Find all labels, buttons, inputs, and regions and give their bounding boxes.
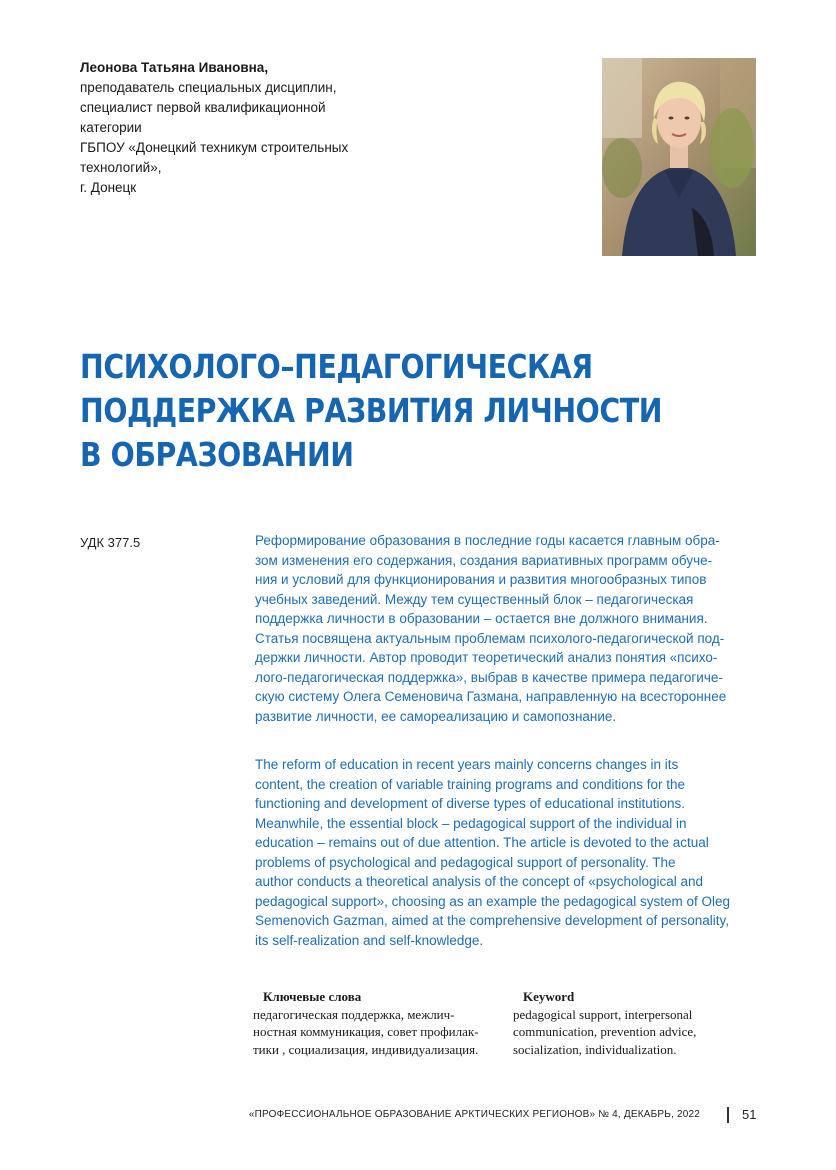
author-photo	[602, 58, 756, 256]
author-line: ГБПОУ «Донецкий техникум строительных	[80, 140, 349, 155]
author-line: технологий»,	[80, 160, 162, 175]
keywords-line: communication, prevention advice,	[513, 1024, 697, 1039]
keywords-en	[513, 988, 758, 1058]
abstract-line: The reform of education in recent years mainly concerns changes in its	[255, 757, 679, 772]
author-line: г. Донецк	[80, 180, 137, 195]
title-line: ПСИХОЛОГО–ПЕДАГОГИЧЕСКАЯ	[80, 347, 593, 386]
keywords-heading: Keyword	[523, 989, 575, 1004]
keywords-line: педагогическая поддержка, межлич-	[253, 1006, 455, 1022]
abstract-line: скую систему Олега Семеновича Газмана, направленную на всестороннее	[255, 689, 727, 704]
abstract-line: Статья посвящена актуальным проблемам психолого-педагогической под-	[255, 630, 725, 646]
author-line: специалист первой квалификационной	[80, 100, 326, 115]
keywords-line: pedagogical support, interpersonal	[513, 1006, 693, 1022]
abstract-line: functioning and development of diverse types of educational institutions.	[255, 796, 686, 811]
keywords-ru	[253, 988, 498, 1058]
keywords-line: тики , социализация, индивидуализация.	[253, 1041, 479, 1057]
abstract-en	[255, 755, 760, 950]
author-name: Леонова Татьяна Ивановна,	[80, 60, 269, 75]
abstract-line: Реформирование образования в последние годы касается главным обра-	[255, 533, 720, 548]
article-title	[80, 345, 682, 477]
keywords-line: ностная коммуникация, совет профилак-	[253, 1024, 479, 1039]
abstract-line: author conducts a theoretical analysis of the concept of «psychological and	[255, 874, 704, 889]
abstract-line: Meanwhile, the essential block – pedagogical support of the individual in	[255, 815, 687, 831]
title-line: ПОДДЕРЖКА РАЗВИТИЯ ЛИЧНОСТИ	[80, 391, 663, 430]
abstract-line: Semenovich Gazman, aimed at the comprehensive development of personality,	[255, 913, 730, 928]
abstract-line: поддержка личности в образовании – остается вне должного внимания.	[255, 611, 708, 626]
author-info	[80, 58, 400, 198]
abstract-line: учебных заведений. Между тем существенный блок – педагогическая	[255, 591, 694, 607]
abstract-line: its self-realization and self-knowledge.	[255, 932, 484, 948]
abstract-line: problems of psychological and pedagogical support of personality. The	[255, 854, 676, 870]
page-footer	[0, 1107, 836, 1127]
journal-name: «ПРОФЕССИОНАЛЬНОЕ ОБРАЗОВАНИЕ АРКТИЧЕСКИХ РЕГИОНОВ» № 4, ДЕКАБРЬ, 2022	[248, 1109, 700, 1120]
abstract-line: зом изменения его содержания, создания вариативных программ обуче-	[255, 552, 713, 568]
udc-code: УДК 377.5	[80, 535, 141, 550]
page-number: 51	[742, 1107, 757, 1122]
author-line: преподаватель специальных дисциплин,	[80, 80, 337, 95]
keywords-line: socialization, individualization.	[513, 1041, 677, 1057]
abstract-line: развитие личности, ее самореализацию и самопознание.	[255, 708, 617, 724]
author-line: категории	[80, 120, 142, 135]
abstract-line: лого-педагогическая поддержка», выбрав в качестве примера педагогиче-	[255, 669, 723, 685]
title-line: В ОБРАЗОВАНИИ	[80, 435, 354, 474]
abstract-line: content, the creation of variable training programs and conditions for the	[255, 776, 686, 792]
abstract-line: pedagogical support», choosing as an example the pedagogical system of Oleg	[255, 893, 731, 909]
footer-divider	[727, 1107, 729, 1123]
abstract-line: education – remains out of due attention. The article is devoted to the actual	[255, 835, 709, 850]
keywords-heading: Ключевые слова	[263, 989, 362, 1004]
abstract-ru	[255, 531, 760, 726]
abstract-line: держки личности. Автор проводит теоретический анализ понятия «психо-	[255, 650, 718, 665]
abstract-line: ния и условий для функционирования и развития многообразных типов	[255, 572, 707, 587]
